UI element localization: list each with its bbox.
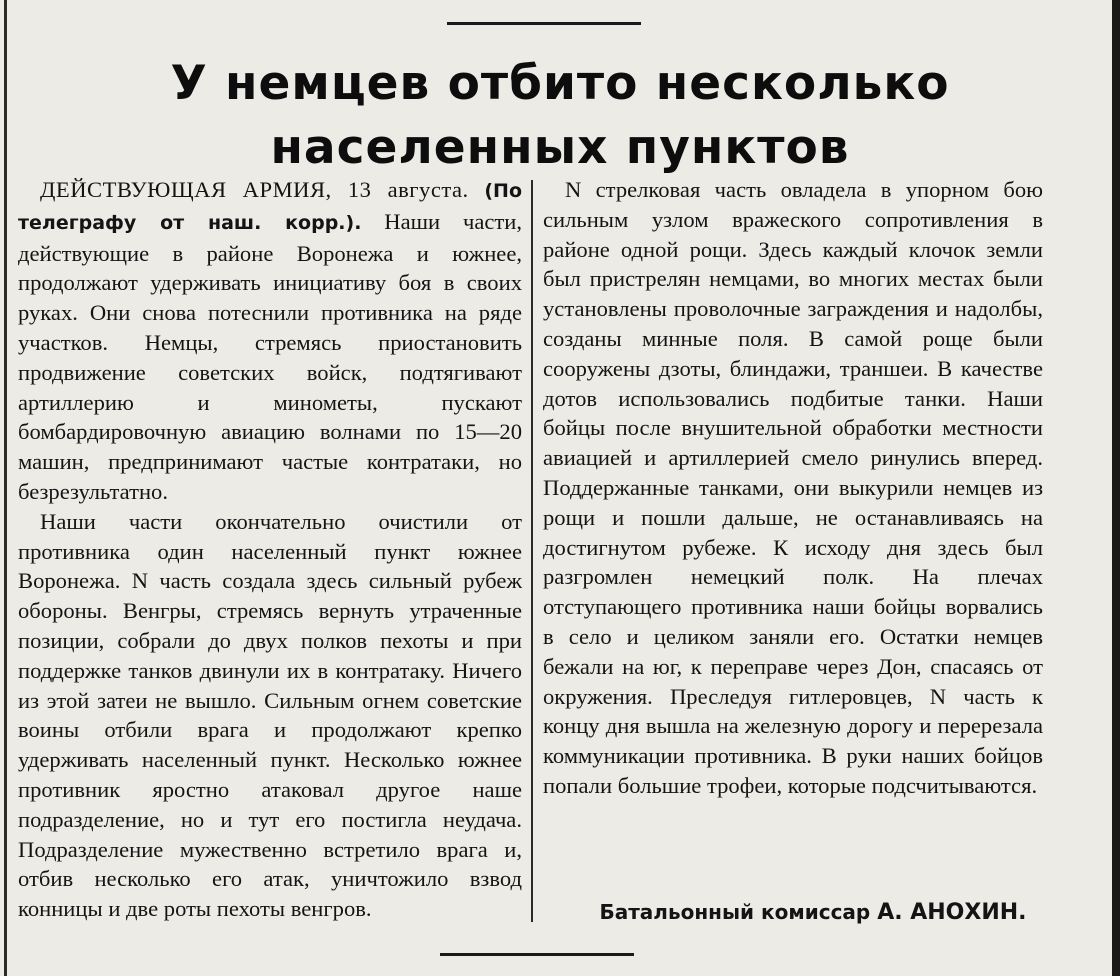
bottom-rule [440, 953, 634, 956]
column-divider [531, 180, 533, 922]
article-paragraph-3: N стрелковая часть овладела в упорном бою сильным узлом вражеского сопротивления в районе одной рощи. Здесь каждый клочок земли был пристрелян немцами, во многих местах были установлены проволочные заграждения и надолбы, созданы минные поля. В самой роще были сооружены дзоты, блиндажи, траншеи. В качестве дотов использовались подбитые танки. Наши бойцы после внушительной обработки местности авиацией и артиллерией смело ринулись вперед. Поддержанные танками, они выкурили немцев из рощи и пошли дальше, не останавливаясь на достигнутом рубеже. К исходу дня здесь был разгромлен немецкий полк. На плечах отступающего противника наши бойцы ворвались в село и целиком заняли его. Остатки немцев бежали на юг, к переправе через Дон, спасаясь от окружения. Преследуя гитлеровцев, N часть к концу дня вышла на железную дорогу и перерезала коммуникации противника. В руки наших бойцов попали большие трофеи, которые подсчитываются. [543, 177, 1043, 798]
article-column-left [18, 175, 522, 924]
byline-signature [543, 897, 1043, 928]
headline [0, 52, 1120, 180]
signature-rank: Батальонный комиссар [599, 900, 871, 924]
headline-line-1: У немцев отбито несколько [170, 56, 950, 111]
article-paragraph-2: Наши части окончательно очистили от противника один населенный пункт южнее Воронежа. N часть создала здесь сильный рубеж обороны. Венгры, стремясь вернуть утраченные позиции, собрали до двух полков пехоты и при поддержке танков двинули их в контратаку. Ничего из этой затеи не вышло. Сильным огнем советские воины отбили врага и продолжают крепко удерживать населенный пункт. Несколько южнее противник яростно атаковал другое наше подразделение, но и тут его постигла неудача. Подразделение мужественно встретило врага и, отбив несколько его атак, уничтожило взвод конницы и две роты пехоты венгров. [18, 508, 522, 922]
top-rule [447, 22, 641, 25]
headline-line-2: населенных пунктов [270, 120, 850, 175]
dateline: ДЕЙСТВУЮЩАЯ АРМИЯ, 13 августа. [40, 177, 469, 202]
article-paragraph-1 [18, 175, 522, 507]
signature-name: А. АНОХИН. [877, 900, 1027, 925]
paragraph-1-body: Наши части, действующие в районе Воронежа и южнее, продолжают удерживать инициативу боя в своих руках. Они снова потеснили противника на ряде участков. Немцы, стремясь приостановить продвижение советских войск, подтягивают артиллерию и минометы, пускают бомбардировочную авиацию волнами по 15—20 машин, предпринимают частые контратаки, но безрезультатно. [18, 208, 522, 504]
article-column-right [543, 175, 1043, 801]
wire-credit: (По телеграфу от наш. корр.). [18, 180, 522, 234]
